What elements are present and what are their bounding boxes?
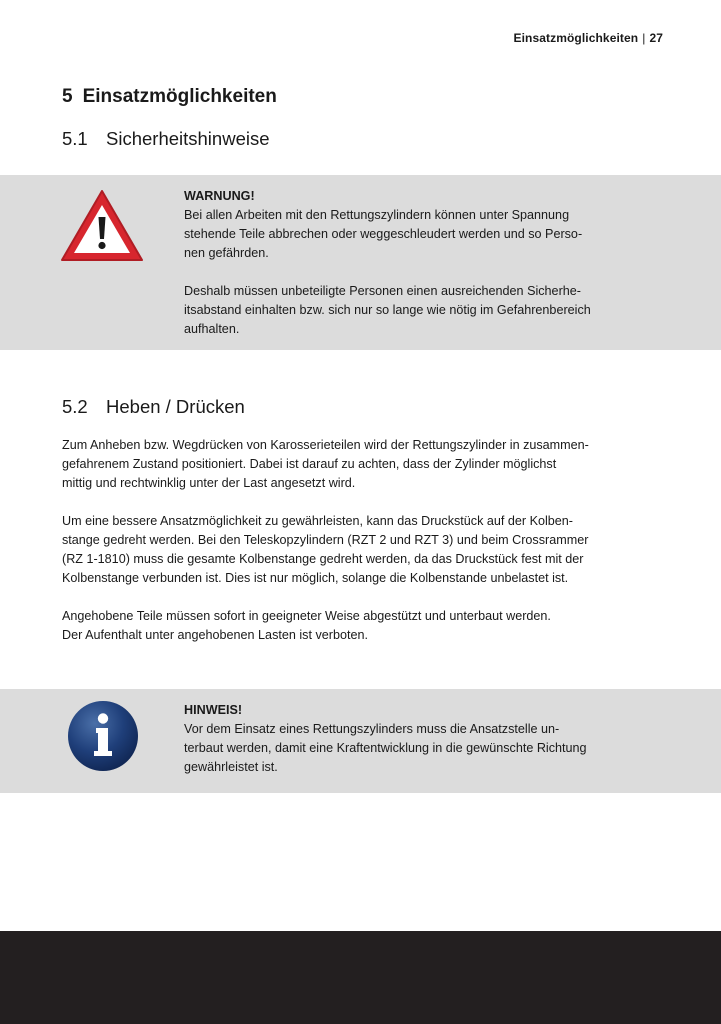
chapter-title: Einsatzmöglichkeiten	[82, 86, 277, 107]
section-number: 5.2	[62, 396, 88, 417]
notice-box	[0, 689, 721, 793]
chapter-number: 5	[62, 86, 73, 107]
footer-bar	[0, 931, 721, 1024]
warning-title: WARNUNG!	[184, 189, 255, 203]
text-line: gefahrenem Zustand positioniert. Dabei ist darauf zu achten, dass der Zylinder möglichst	[62, 457, 557, 471]
chapter-heading	[62, 86, 277, 108]
warning-line: nen gefährden.	[184, 246, 269, 260]
header-separator: |	[642, 31, 646, 45]
info-icon	[66, 699, 140, 773]
text-line: Angehobene Teile müssen sofort in geeigneter Weise abgestützt und unterbaut werden.	[62, 609, 551, 623]
section-number: 5.1	[62, 128, 88, 149]
warning-line: stehende Teile abbrechen oder weggeschleudert werden und so Perso-	[184, 227, 583, 241]
warning-line: aufhalten.	[184, 322, 240, 336]
notice-line: terbaut werden, damit eine Kraftentwicklung in die gewünschte Richtung	[184, 741, 587, 755]
warning-triangle-icon	[59, 187, 145, 265]
section-heading-5-1	[62, 128, 270, 150]
header-section-title: Einsatzmöglichkeiten	[513, 31, 639, 45]
paragraph	[62, 512, 662, 588]
text-line: mittig und rechtwinklig unter der Last angesetzt wird.	[62, 476, 356, 490]
text-line: stange gedreht werden. Bei den Teleskopzylindern (RZT 2 und RZT 3) und beim Crossrammer	[62, 533, 589, 547]
text-line: Um eine bessere Ansatzmöglichkeit zu gewährleisten, kann das Druckstück auf der Kolben-	[62, 514, 574, 528]
notice-line: Vor dem Einsatz eines Rettungszylinders muss die Ansatzstelle un-	[184, 722, 560, 736]
warning-line: Bei allen Arbeiten mit den Rettungszylindern können unter Spannung	[184, 208, 570, 222]
running-header	[514, 31, 663, 45]
section-title: Sicherheitshinweise	[106, 128, 270, 149]
notice-line: gewährleistet ist.	[184, 760, 278, 774]
warning-text	[184, 187, 662, 339]
paragraph	[62, 607, 662, 645]
warning-box	[0, 175, 721, 350]
warning-line: Deshalb müssen unbeteiligte Personen einen ausreichenden Sicherhe-	[184, 284, 581, 298]
text-line: Der Aufenthalt unter angehobenen Lasten ist verboten.	[62, 628, 368, 642]
section-body	[62, 436, 662, 664]
page-number: 27	[649, 31, 663, 45]
text-line: (RZ 1-1810) muss die gesamte Kolbenstange gedreht werden, da das Druckstück fest mit der	[62, 552, 584, 566]
notice-title: HINWEIS!	[184, 703, 243, 717]
warning-line: itsabstand einhalten bzw. sich nur so lange wie nötig im Gefahrenbereich	[184, 303, 591, 317]
text-line: Kolbenstange verbunden ist. Dies ist nur möglich, solange die Kolbenstande unbelastet ist.	[62, 571, 569, 585]
text-line: Zum Anheben bzw. Wegdrücken von Karosserieteilen wird der Rettungszylinder in zusammen-	[62, 438, 589, 452]
paragraph	[62, 436, 662, 493]
section-title: Heben / Drücken	[106, 396, 245, 417]
notice-text	[184, 701, 662, 777]
section-heading-5-2	[62, 396, 245, 418]
